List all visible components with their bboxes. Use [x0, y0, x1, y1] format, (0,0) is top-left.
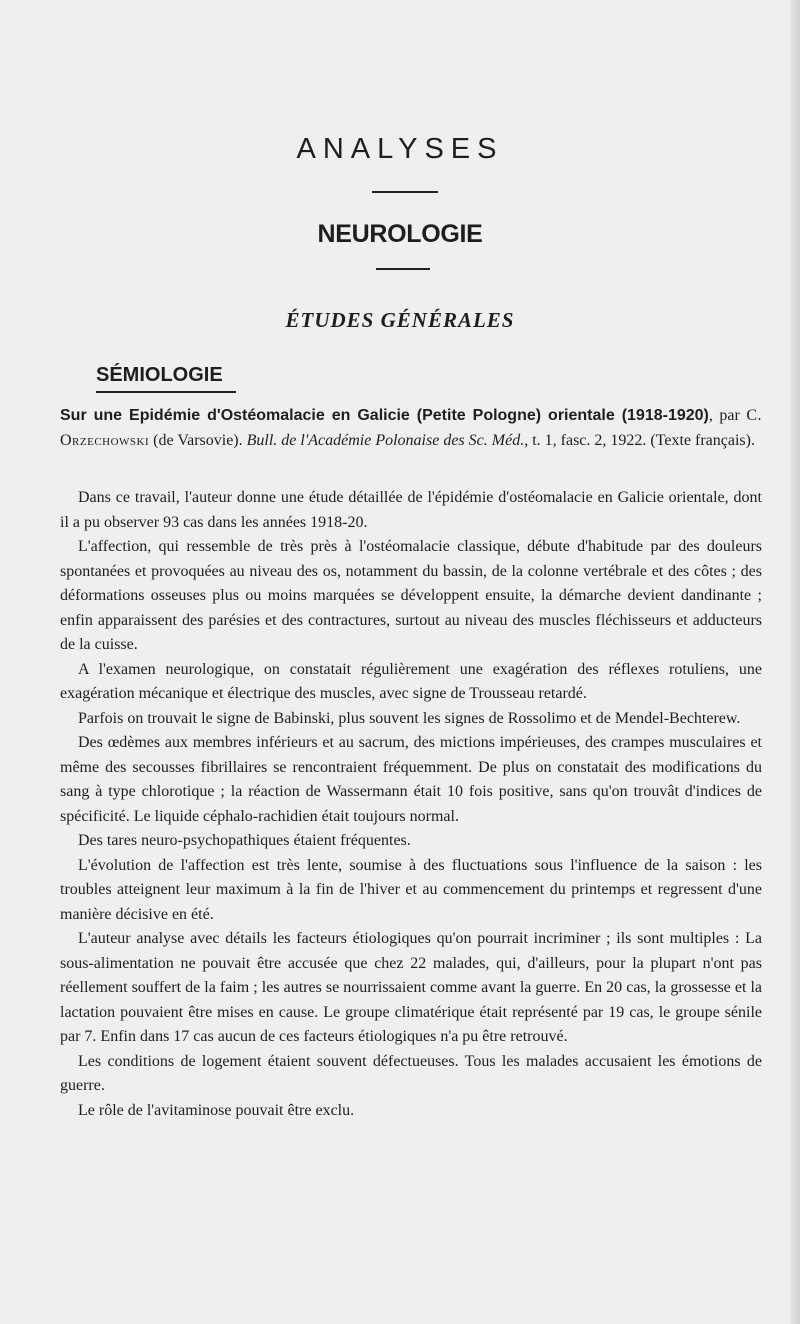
paragraph: Les conditions de logement étaient souvent défectueuses. Tous les malades accusaient les émotions de guerre. — [60, 1052, 762, 1094]
article-by: , par — [708, 407, 747, 424]
paragraph: Parfois on trouvait le signe de Babinski, plus souvent les signes de Rossolimo et de Mendel-Bechterew. — [78, 709, 741, 727]
paragraph: L'évolution de l'affection est très lente, soumise à des fluctuations sous l'influence de la saison : les troubles atteignent leur maximum à la fin de l'hiver et au commencement du printemps et regressent d'une manière décisive en été. — [60, 856, 762, 923]
paragraph: Le rôle de l'avitaminose pouvait être exclu. — [78, 1101, 355, 1119]
subtitle: NEUROLOGIE — [317, 220, 483, 248]
subtitle-rule — [376, 268, 430, 270]
article-journal: Bull. de l'Académie Polonaise des Sc. Méd. — [246, 431, 525, 449]
title-rule — [372, 191, 438, 193]
section-title: ÉTUDES GÉNÉRALES — [285, 308, 515, 332]
article-reference — [60, 404, 762, 453]
main-title: ANALYSES — [296, 133, 504, 165]
paragraph: Des tares neuro-psychopathiques étaient fréquentes. — [78, 832, 411, 849]
article-title: Sur une Epidémie d'Ostéomalacie en Galicie (Petite Pologne) orientale (1918-1920) — [60, 407, 709, 424]
paragraph: Des œdèmes aux membres inférieurs et au sacrum, des mictions impérieuses, des crampes musculaires et même des secousses fibrillaires se rencontraient fréquemment. De plus on constatait des modifications du sang à type chlorotique ; la réaction de Wassermann était 10 fois positive, sans qu'on trouvât d'indices de spécificité. Le liquide céphalo-rachidien était toujours normal. — [60, 734, 762, 825]
paragraph: L'auteur analyse avec détails les facteurs étiologiques qu'on pourrait incriminer ; ils sont multiples : La sous-alimentation ne pouvait être accusée que chez 22 malades, qui, d'ailleurs, pour la plupart n'ont pas réellement souffert de la faim ; les autres se nourrissaient comme avant la guerre. En 20 cas, la grossesse et la lactation pouvaient être mises en cause. Le groupe climatérique était représenté par 19 cas, le groupe sénile par 7. Enfin dans 17 cas aucun de ces facteurs étiologiques n'a pu être retrouvé. — [60, 930, 762, 1045]
paragraph: Dans ce travail, l'auteur donne une étude détaillée de l'épidémie d'ostéomalacie en Galicie orientale, dont il a pu observer 93 cas dans les années 1918-20. — [60, 489, 762, 531]
article-citation: , t. 1, fasc. 2, 1922. (Texte français). — [524, 431, 755, 449]
paragraph: L'affection, qui ressemble de très près à l'ostéomalacie classique, débute d'habitude par des douleurs spontanées et provoquées au niveau des os, notamment du bassin, de la colonne vertébrale et des côtes ; des déformations osseuses plus ou moins marquées se développent ensuite, la démarche devient dandinante ; enfin apparaissent des parésies et des contractures, surtout au niveau des muscles fléchisseurs et adducteurs de la cuisse. — [60, 538, 762, 653]
article-author: C. Orzechowski — [60, 407, 763, 449]
subsection-title: SÉMIOLOGIE — [96, 364, 223, 386]
article-body — [60, 486, 762, 1123]
article-affiliation: (de Varsovie). — [149, 431, 247, 449]
page-edge-shadow — [790, 0, 800, 1324]
paragraph: A l'examen neurologique, on constatait régulièrement une exagération des réflexes rotuliens, une exagération mécanique et électrique des muscles, avec signe de Trousseau retardé. — [60, 660, 762, 702]
subsection-rule — [96, 391, 236, 393]
